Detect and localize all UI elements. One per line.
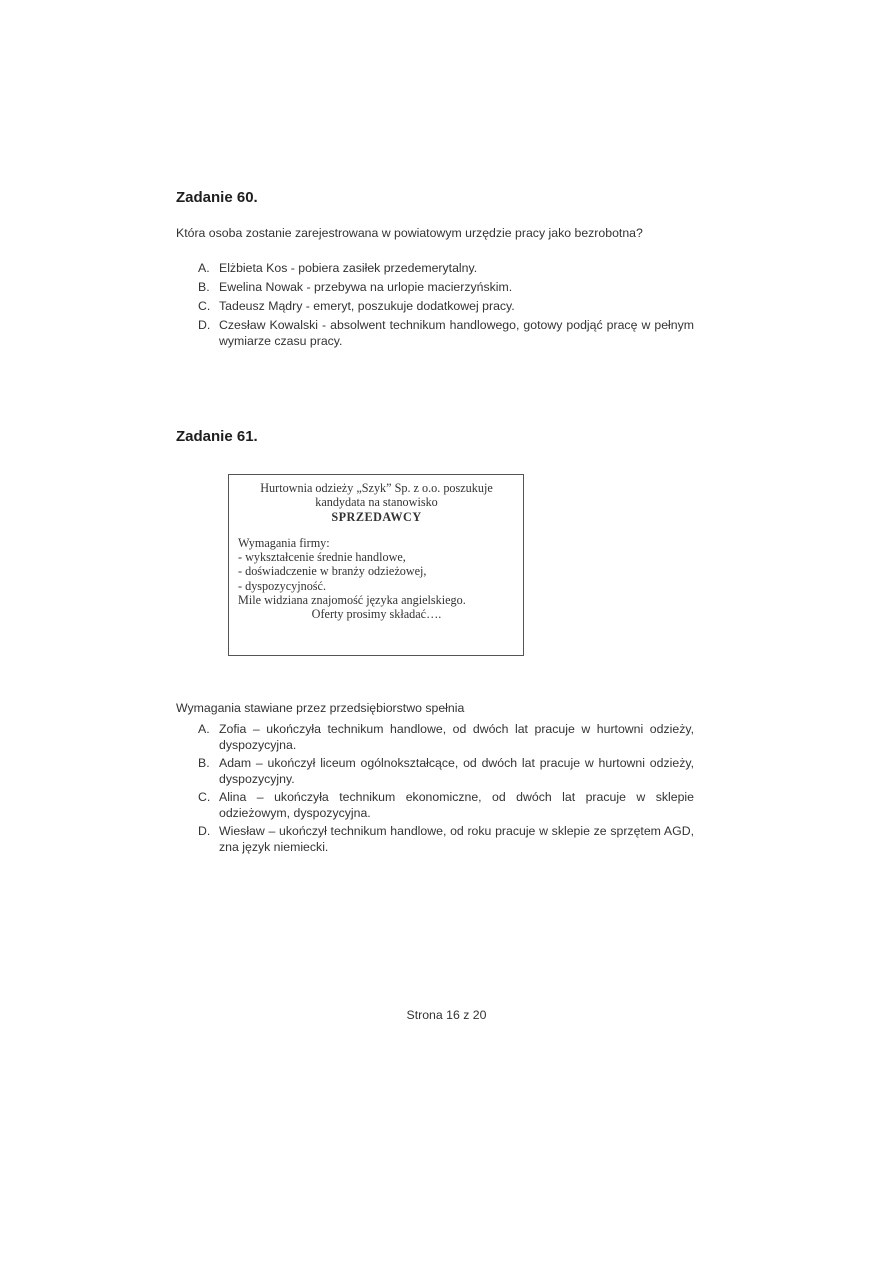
task-60-question: Która osoba zostanie zarejestrowana w powiatowym urzędzie pracy jako bezrobotna? xyxy=(176,226,643,240)
option-letter: B. xyxy=(198,756,210,770)
task-60-title: Zadanie 60. xyxy=(176,189,258,206)
option-text: Adam – ukończył liceum ogólnokształcące, od dwóch lat pracuje w hurtowni odzieży, dyspozycyjny. xyxy=(219,756,694,786)
task-61-option-b xyxy=(198,756,694,787)
job-advertisement xyxy=(228,474,524,656)
ad-extra: Mile widziana znajomość języka angielskiego. xyxy=(238,593,466,608)
option-text: Ewelina Nowak - przebywa na urlopie macierzyńskim. xyxy=(219,280,513,294)
ad-requirement-1: - wykształcenie średnie handlowe, xyxy=(238,550,406,565)
ad-position: SPRZEDAWCY xyxy=(331,509,422,524)
task-61-option-c xyxy=(198,790,694,821)
ad-requirement-2: - doświadczenie w branży odzieżowej, xyxy=(238,564,427,579)
option-letter: C. xyxy=(198,790,211,804)
task-60-option-c xyxy=(198,299,694,315)
task-60-option-d xyxy=(198,318,694,349)
task-60-option-a xyxy=(198,261,694,277)
option-text: Zofia – ukończyła technikum handlowe, od dwóch lat pracuje w hurtowni odzieży, dyspozycyjna. xyxy=(219,722,694,752)
option-letter: D. xyxy=(198,824,211,838)
ad-line-1: Hurtownia odzieży „Szyk” Sp. z o.o. poszukuje xyxy=(260,481,493,495)
option-text: Elżbieta Kos - pobiera zasiłek przedemerytalny. xyxy=(219,261,478,275)
option-text: Alina – ukończyła technikum ekonomiczne, od dwóch lat pracuje w sklepie odzieżowym, dyspozycyjna. xyxy=(219,790,694,820)
option-letter: D. xyxy=(198,318,211,332)
option-letter: C. xyxy=(198,299,211,313)
task-61-title: Zadanie 61. xyxy=(176,428,258,445)
task-60-option-b xyxy=(198,280,694,296)
task-61-option-a xyxy=(198,722,694,753)
task-61-question: Wymagania stawiane przez przedsiębiorstwo spełnia xyxy=(176,701,465,715)
task-61-option-d xyxy=(198,824,694,855)
ad-line-2: kandydata na stanowisko xyxy=(315,495,438,510)
task-60-options xyxy=(198,261,694,353)
option-letter: A. xyxy=(198,261,210,275)
option-text: Czesław Kowalski - absolwent technikum handlowego, gotowy podjąć pracę w pełnym wymiarze czasu pracy. xyxy=(219,318,694,348)
ad-requirements-header: Wymagania firmy: xyxy=(238,535,330,550)
ad-closing: Oferty prosimy składać…. xyxy=(311,607,442,622)
page-number: Strona 16 z 20 xyxy=(406,1008,487,1022)
option-letter: B. xyxy=(198,280,210,294)
option-letter: A. xyxy=(198,722,210,736)
option-text: Tadeusz Mądry - emeryt, poszukuje dodatkowej pracy. xyxy=(219,299,515,313)
option-text: Wiesław – ukończył technikum handlowe, od roku pracuje w sklepie ze sprzętem AGD, zna język niemiecki. xyxy=(219,824,694,854)
ad-requirement-3: - dyspozycyjność. xyxy=(238,578,327,593)
task-61-options xyxy=(198,722,694,858)
